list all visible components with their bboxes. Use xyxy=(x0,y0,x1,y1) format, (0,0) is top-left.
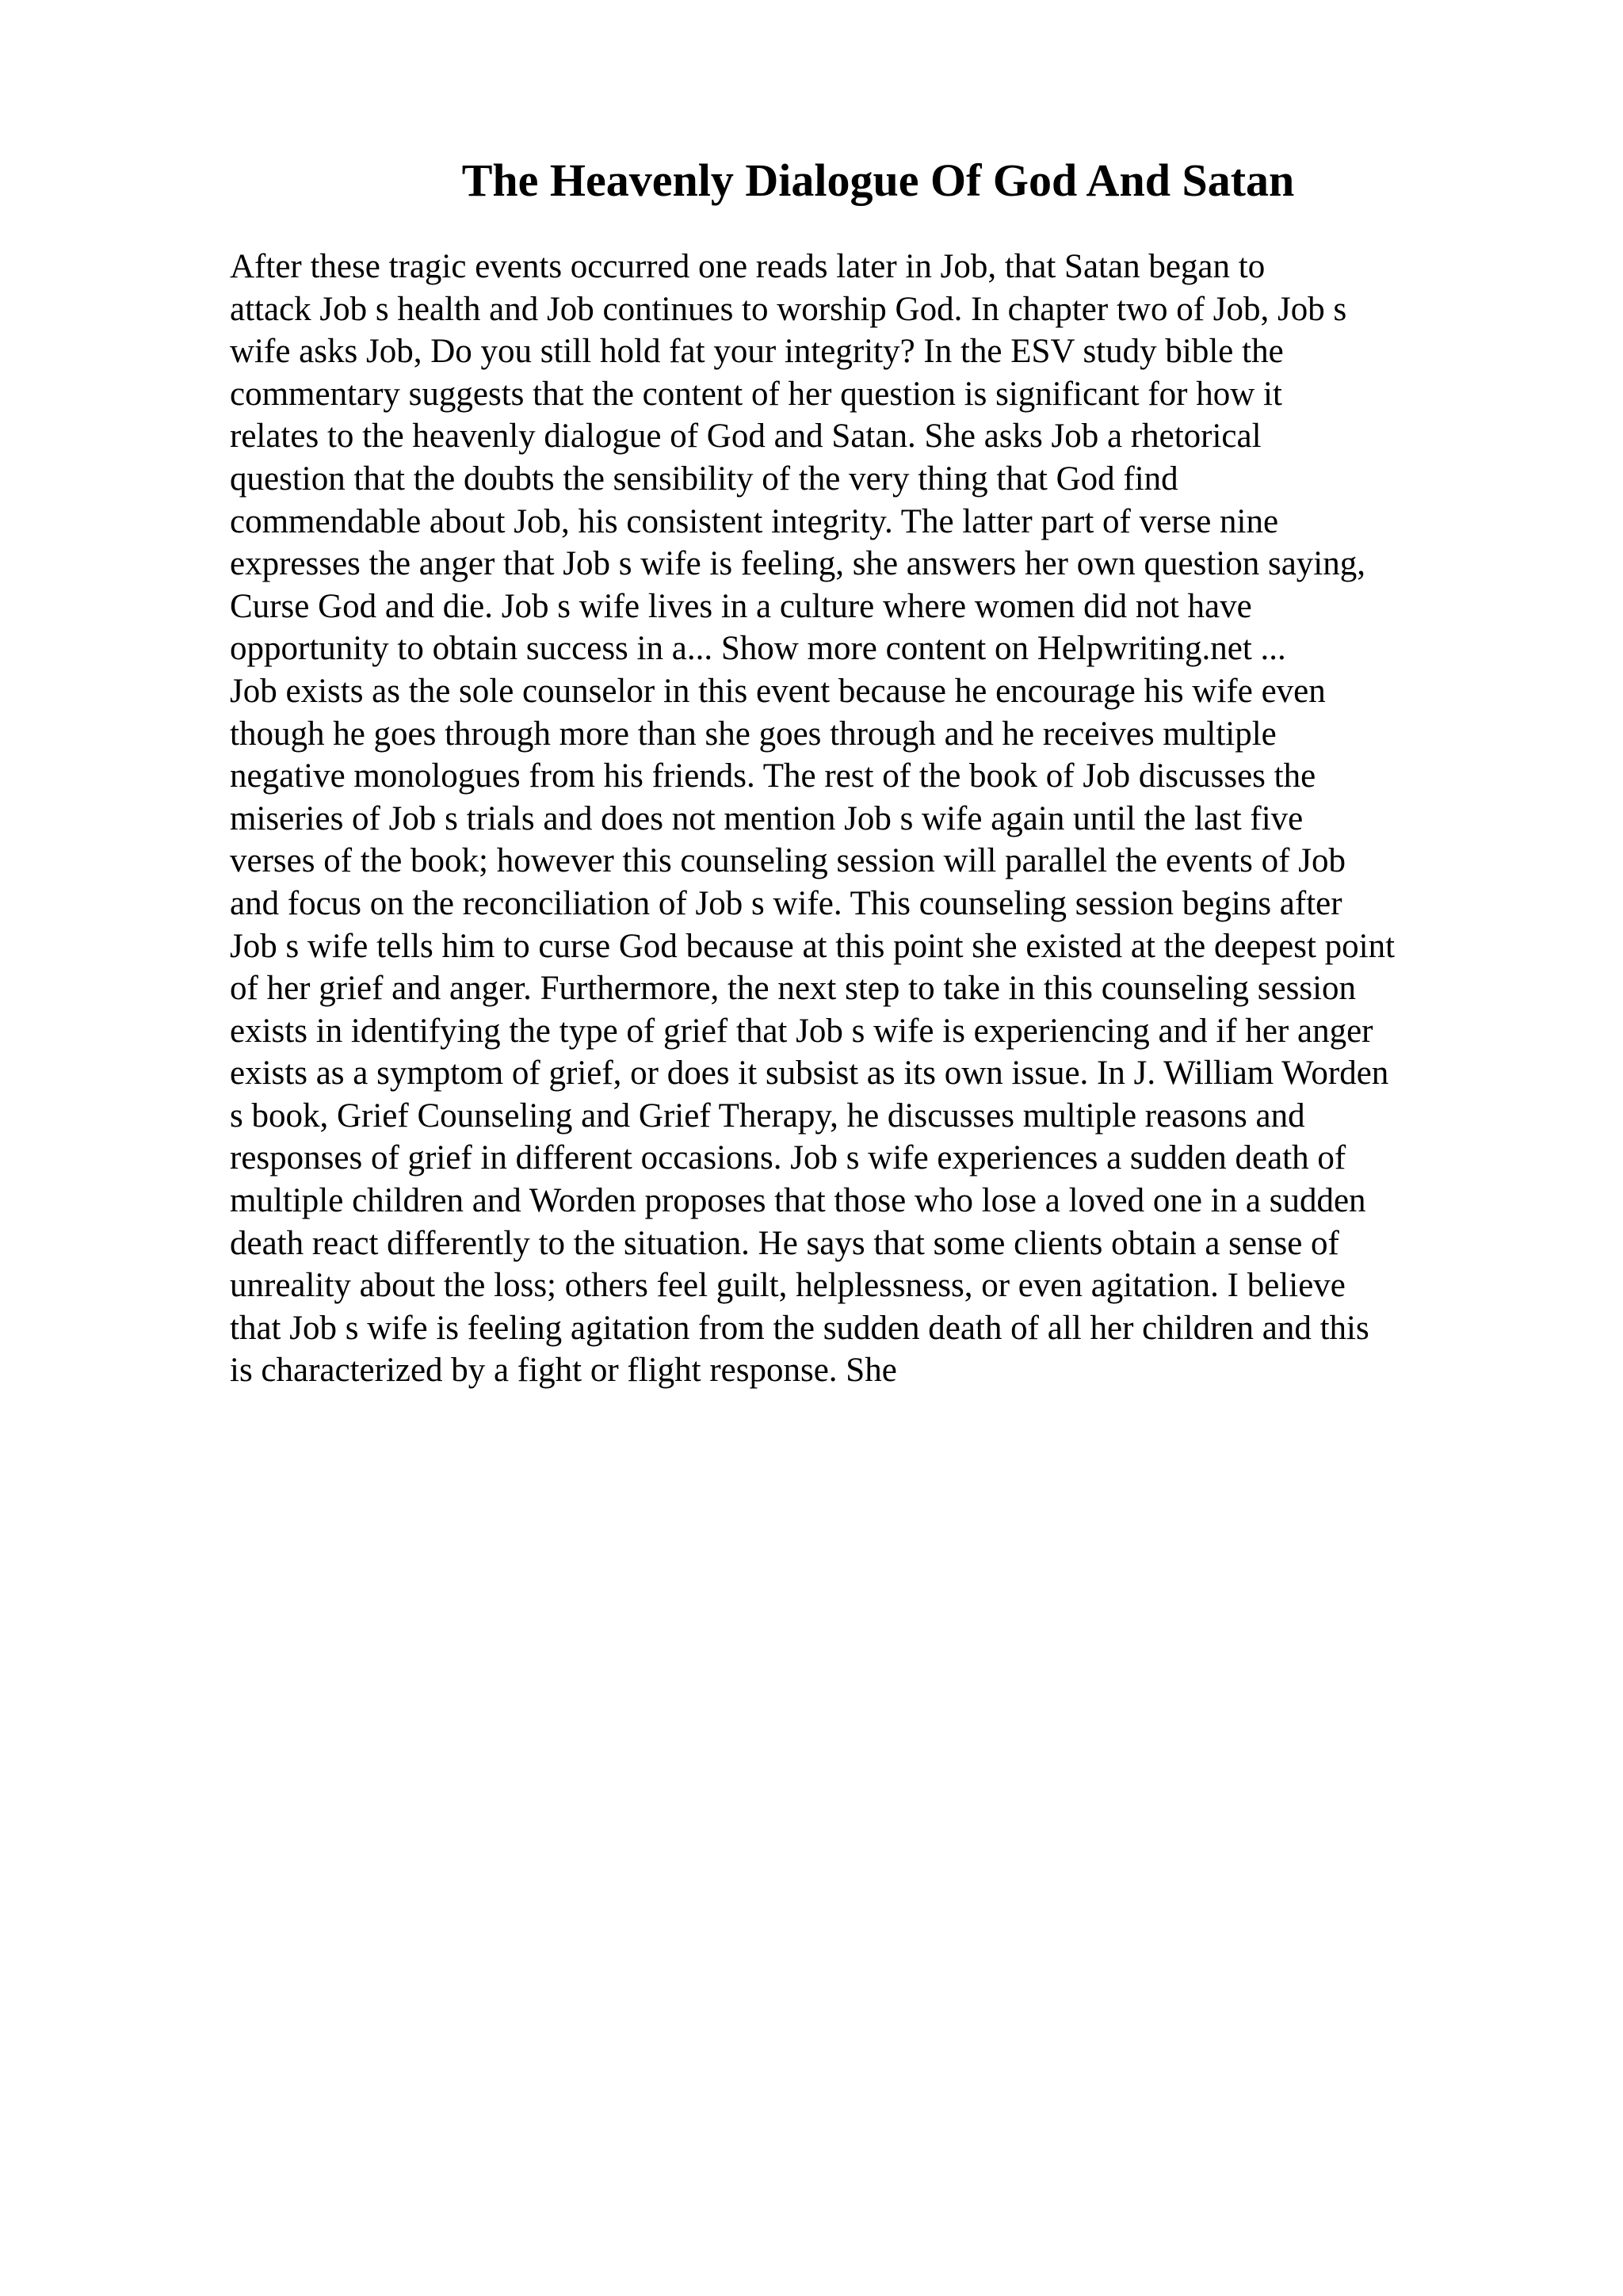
body-line: expresses the anger that Job s wife is feeling, she answers her own question saying, xyxy=(230,545,1365,583)
body-line: responses of grief in different occasions. Job s wife experiences a sudden death of xyxy=(230,1139,1346,1177)
body-line: Curse God and die. Job s wife lives in a culture where women did not have xyxy=(230,587,1252,625)
body-line: Job s wife tells him to curse God because at this point she existed at the deepest point xyxy=(230,927,1396,965)
body-line: commendable about Job, his consistent integrity. The latter part of verse nine xyxy=(230,502,1279,540)
body-line: verses of the book; however this counseling session will parallel the events of Job xyxy=(230,842,1346,880)
body-line: of her grief and anger. Furthermore, the next step to take in this counseling session xyxy=(230,970,1357,1008)
body-line: unreality about the loss; others feel guilt, helplessness, or even agitation. I believe xyxy=(230,1267,1346,1305)
body-line: that Job s wife is feeling agitation from the sudden death of all her children and this xyxy=(230,1309,1369,1347)
body-line: multiple children and Worden proposes that those who lose a loved one in a sudden xyxy=(230,1182,1366,1220)
body-line: is characterized by a fight or flight response. She xyxy=(230,1352,897,1390)
body-line: After these tragic events occurred one reads later in Job, that Satan began to xyxy=(230,248,1266,285)
body-line: s book, Grief Counseling and Grief Therapy, he discusses multiple reasons and xyxy=(230,1097,1305,1135)
body-line: attack Job s health and Job continues to worship God. In chapter two of Job, Job s xyxy=(230,290,1347,328)
document-title: The Heavenly Dialogue Of God And Satan xyxy=(461,154,1295,206)
body-line: question that the doubts the sensibility of the very thing that God find xyxy=(230,460,1178,498)
body-line: and focus on the reconciliation of Job s wife. This counseling session begins after xyxy=(230,884,1342,922)
body-line: wife asks Job, Do you still hold fat your integrity? In the ESV study bible the xyxy=(230,333,1284,371)
body-line: miseries of Job s trials and does not mention Job s wife again until the last five xyxy=(230,799,1304,837)
body-line: Job exists as the sole counselor in this event because he encourage his wife even xyxy=(230,672,1326,710)
body-line: negative monologues from his friends. The rest of the book of Job discusses the xyxy=(230,757,1316,795)
document-body xyxy=(230,246,1577,1392)
body-line: death react differently to the situation. He says that some clients obtain a sense of xyxy=(230,1224,1339,1262)
body-line: exists as a symptom of grief, or does it subsist as its own issue. In J. William Worden xyxy=(230,1055,1389,1093)
body-line: exists in identifying the type of grief that Job s wife is experiencing and if her anger xyxy=(230,1012,1373,1050)
body-line: relates to the heavenly dialogue of God and Satan. She asks Job a rhetorical xyxy=(230,418,1262,456)
body-line: though he goes through more than she goes through and he receives multiple xyxy=(230,715,1277,753)
body-line: commentary suggests that the content of her question is significant for how it xyxy=(230,375,1282,413)
body-line: opportunity to obtain success in a... Show more content on Helpwriting.net ... xyxy=(230,630,1286,668)
